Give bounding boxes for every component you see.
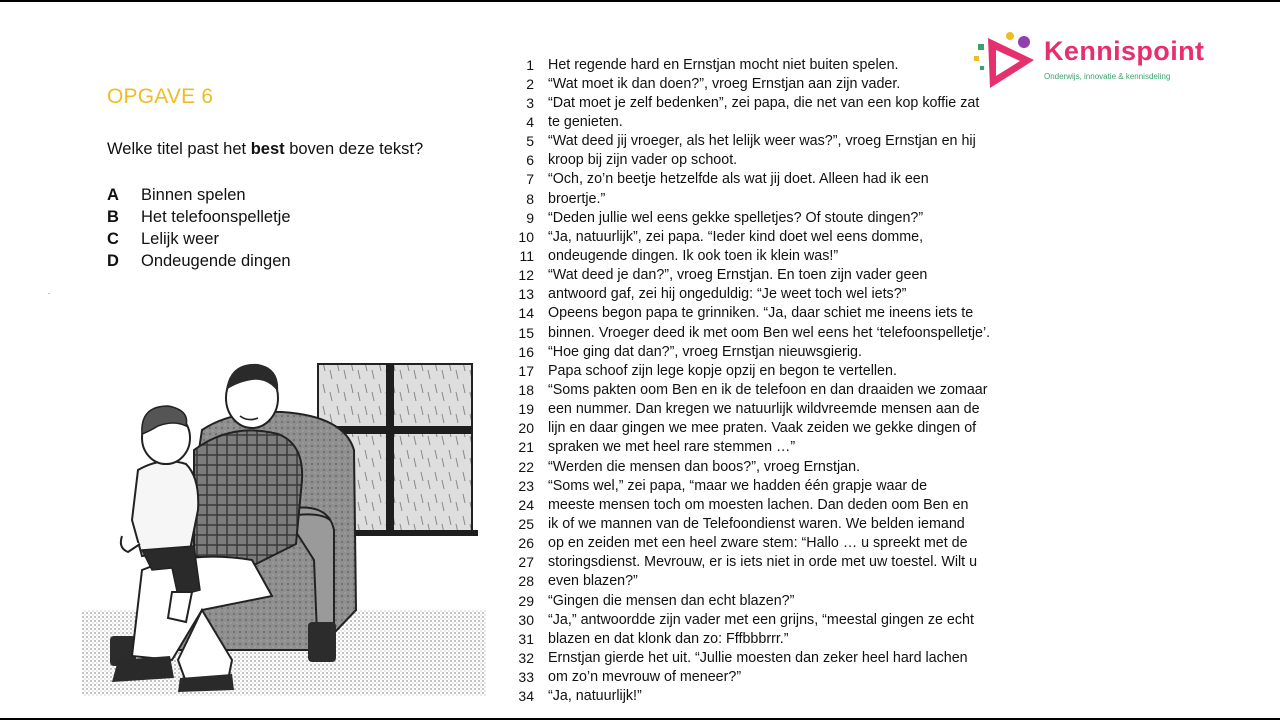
answer-option-c <box>107 228 291 250</box>
line-number: 17 <box>518 362 534 379</box>
line-number: 29 <box>518 592 534 609</box>
line-text: “Wat deed je dan?”, vroeg Ernstjan. En toen zijn vader geen <box>548 267 928 284</box>
option-letter: B <box>107 207 119 226</box>
line-text: om zo’n mevrouw of meneer?” <box>548 669 742 686</box>
answer-option-a <box>107 184 291 206</box>
line-text: blazen en dat klonk dan zo: Fffbbbrrr.” <box>548 630 789 647</box>
story-line <box>500 151 1040 170</box>
line-number: 3 <box>526 94 534 111</box>
option-letter: A <box>107 185 119 204</box>
line-number: 28 <box>518 573 534 590</box>
line-text: antwoord gaf, zei hij ongeduldig: “Je weet toch wel iets?” <box>548 286 907 303</box>
story-line <box>500 572 1040 591</box>
story-line <box>500 227 1040 246</box>
margin-mark <box>48 293 50 294</box>
line-number: 13 <box>518 286 534 303</box>
line-text: “Werden die mensen dan boos?”, vroeg Ernstjan. <box>548 458 861 475</box>
line-number: 27 <box>518 554 534 571</box>
line-number: 14 <box>518 305 534 322</box>
story-line <box>500 170 1040 189</box>
line-text: “Dat moet je zelf bedenken”, zei papa, die net van een kop koffie zat <box>548 94 980 111</box>
option-text: Ondeugende dingen <box>141 251 291 270</box>
line-number: 24 <box>518 496 534 513</box>
line-text: “Soms wel,” zei papa, “maar we hadden één grapje waar de <box>548 477 928 494</box>
line-number: 26 <box>518 535 534 552</box>
line-number: 33 <box>518 669 534 686</box>
story-line <box>500 266 1040 285</box>
option-text: Het telefoonspelletje <box>141 207 291 226</box>
father-child-illustration <box>82 360 486 696</box>
story-line <box>500 74 1040 93</box>
story-line <box>500 534 1040 553</box>
story-line <box>500 591 1040 610</box>
line-number: 7 <box>526 171 534 188</box>
line-text: te genieten. <box>548 113 623 130</box>
line-text: Opeens begon papa te grinniken. “Ja, daar schiet me ineens iets te <box>548 305 974 322</box>
line-text: “Wat moet ik dan doen?”, vroeg Ernstjan aan zijn vader. <box>548 75 901 92</box>
question-text <box>107 140 423 159</box>
line-text: storingsdienst. Mevrouw, er is iets niet in orde met uw toestel. Wilt u <box>548 554 978 571</box>
story-line <box>500 380 1040 399</box>
worksheet-page <box>0 2 1280 718</box>
line-number: 32 <box>518 649 534 666</box>
story-line <box>500 648 1040 667</box>
story-line <box>500 246 1040 265</box>
question-text-end: boven deze tekst? <box>284 140 424 158</box>
line-number: 31 <box>518 630 534 647</box>
line-number: 25 <box>518 515 534 532</box>
line-text: “Ja, natuurlijk”, zei papa. “Ieder kind doet wel eens domme, <box>548 228 924 245</box>
line-text: meeste mensen toch om moesten lachen. Dan deden oom Ben en <box>548 496 969 513</box>
line-text: “Ja,” antwoordde zijn vader met een grijns, “meestal gingen ze echt <box>548 611 974 628</box>
line-number: 23 <box>518 477 534 494</box>
brand-tagline: Onderwijs, innovatie & kennisdeling <box>1044 72 1171 81</box>
line-text: “Hoe ging dat dan?”, vroeg Ernstjan nieuwsgierig. <box>548 343 862 360</box>
line-number: 12 <box>518 267 534 284</box>
line-text: ik of we mannen van de Telefoondienst waren. We belden iemand <box>548 515 965 532</box>
story-line <box>500 553 1040 572</box>
answer-options <box>107 184 291 272</box>
answer-option-d <box>107 250 291 272</box>
option-letter: D <box>107 251 119 270</box>
option-letter: C <box>107 229 119 248</box>
line-text: ondeugende dingen. Ik ook toen ik klein was!” <box>548 247 839 264</box>
line-text: “Gingen die mensen dan echt blazen?” <box>548 592 795 609</box>
option-text: Binnen spelen <box>141 185 246 204</box>
line-text: een nummer. Dan kregen we natuurlijk wildvreemde mensen aan de <box>548 401 980 418</box>
line-text: binnen. Vroeger deed ik met oom Ben wel eens het ‘telefoonspelletje’. <box>548 324 991 341</box>
line-text: broertje.” <box>548 190 606 207</box>
story-line <box>500 668 1040 687</box>
option-text: Lelijk weer <box>141 229 219 248</box>
line-number: 16 <box>518 343 534 360</box>
story-line <box>500 93 1040 112</box>
kennispoint-logo <box>974 30 1234 94</box>
line-text: even blazen?” <box>548 573 638 590</box>
line-text: Het regende hard en Ernstjan mocht niet buiten spelen. <box>548 56 899 73</box>
line-number: 1 <box>526 56 534 73</box>
brand-name: Kennispoint <box>1044 36 1205 66</box>
line-number: 21 <box>518 439 534 456</box>
line-text: “Deden jullie wel eens gekke spelletjes? Of stoute dingen?” <box>548 209 924 226</box>
line-text: lijn en daar gingen we mee praten. Vaak zeiden we gekke dingen of <box>548 420 977 437</box>
exercise-title: OPGAVE 6 <box>107 85 214 108</box>
line-number: 18 <box>518 381 534 398</box>
story-line <box>500 438 1040 457</box>
line-number: 10 <box>518 228 534 245</box>
line-text: op en zeiden met een heel zware stem: “Hallo … u spreekt met de <box>548 535 968 552</box>
line-number: 5 <box>526 133 534 150</box>
story-line <box>500 476 1040 495</box>
play-logo-icon <box>974 30 1040 94</box>
question-text-start: Welke titel past het <box>107 140 251 158</box>
line-text: Ernstjan gierde het uit. “Jullie moesten dan zeker heel hard lachen <box>548 649 968 666</box>
line-text: “Och, zo’n beetje hetzelfde als wat jij doet. Alleen had ik een <box>548 171 929 188</box>
line-number: 8 <box>526 190 534 207</box>
line-number: 2 <box>526 75 534 92</box>
story-line <box>500 189 1040 208</box>
line-number: 11 <box>519 247 534 264</box>
story-line <box>500 419 1040 438</box>
story-line <box>500 610 1040 629</box>
story-line <box>500 361 1040 380</box>
line-number: 22 <box>518 458 534 475</box>
story-line <box>500 457 1040 476</box>
story-line <box>500 208 1040 227</box>
line-text: “Wat deed jij vroeger, als het lelijk weer was?”, vroeg Ernstjan en hij <box>548 133 976 150</box>
answer-option-b <box>107 206 291 228</box>
story-line <box>500 514 1040 533</box>
line-number: 30 <box>518 611 534 628</box>
line-number: 9 <box>526 209 534 226</box>
story-line <box>500 342 1040 361</box>
story-line <box>500 629 1040 648</box>
story-line <box>500 304 1040 323</box>
line-number: 20 <box>518 420 534 437</box>
question-emphasis: best <box>250 140 285 158</box>
story-line <box>500 400 1040 419</box>
line-number: 4 <box>526 113 534 130</box>
line-text: spraken we met heel rare stemmen …” <box>548 439 796 456</box>
line-number: 15 <box>518 324 534 341</box>
line-text: “Ja, natuurlijk!” <box>548 688 642 705</box>
story-line <box>500 495 1040 514</box>
line-text: “Soms pakten oom Ben en ik de telefoon en dan draaiden we zomaar <box>548 381 988 398</box>
story-line <box>500 687 1040 706</box>
line-number: 34 <box>518 688 534 705</box>
story-line <box>500 55 1040 74</box>
story-line <box>500 132 1040 151</box>
line-text: Papa schoof zijn lege kopje opzij en begon te vertellen. <box>548 362 897 379</box>
story-line <box>500 285 1040 304</box>
line-number: 19 <box>518 401 534 418</box>
line-text: kroop bij zijn vader op schoot. <box>548 152 738 169</box>
story-line <box>500 112 1040 131</box>
line-number: 6 <box>526 152 534 169</box>
story-line <box>500 323 1040 342</box>
story-text <box>500 55 1040 706</box>
